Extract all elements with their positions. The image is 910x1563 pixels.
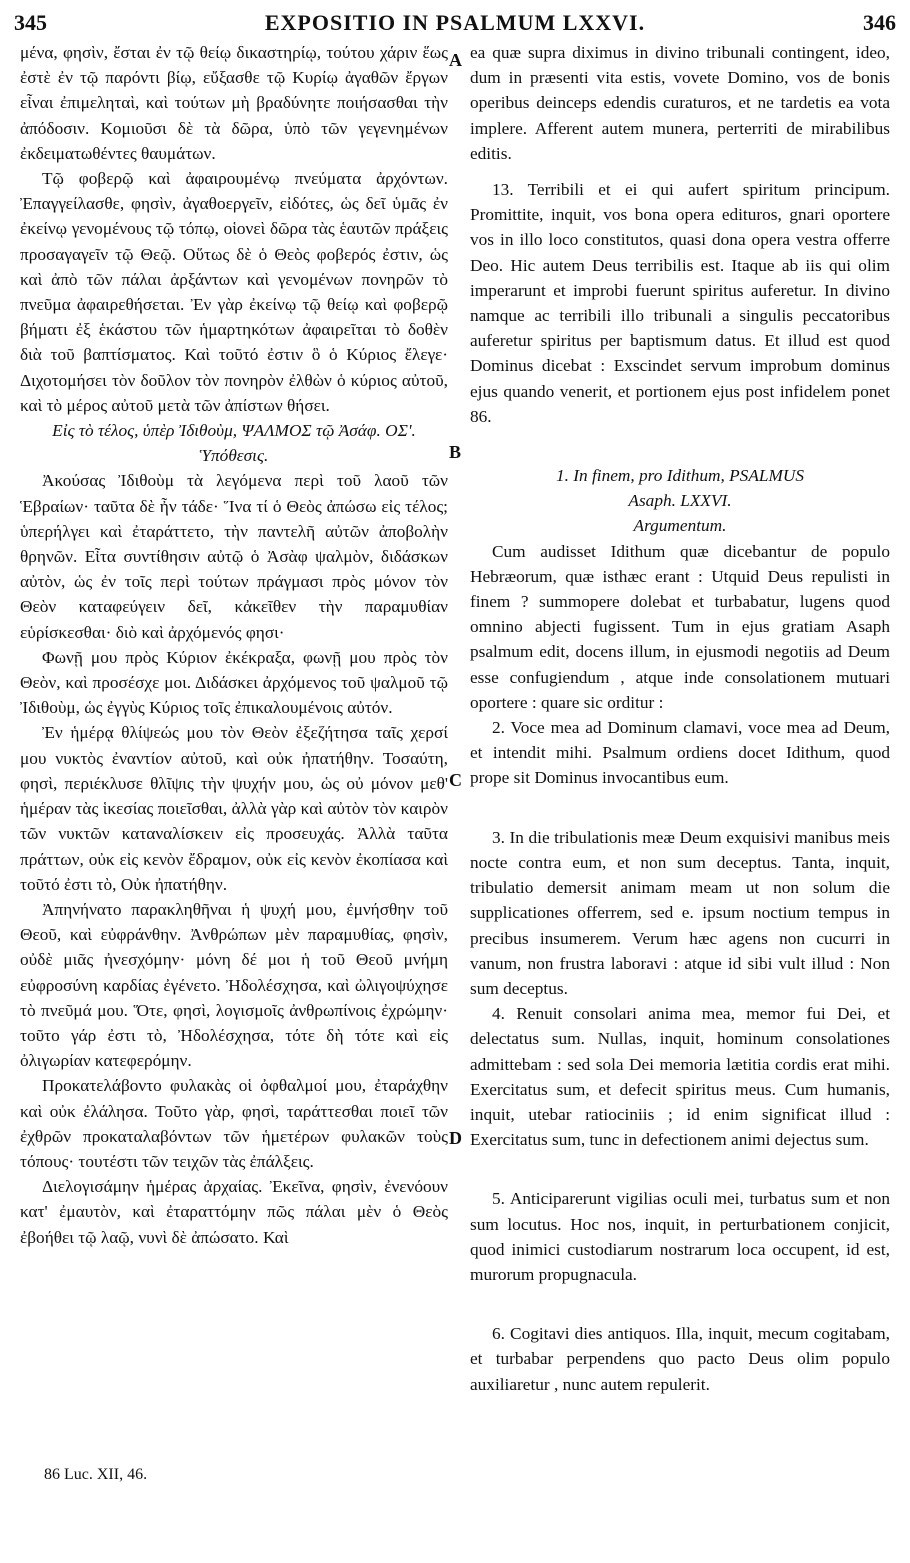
latin-paragraph: 3. In die tribulationis meæ Deum exquisivi manibus meis nocte contra eum, et non sum deceptus. Tanta, inquit, tribulatio demersit animam meam ut non solum die supplicationes offerrem, sed e. ipsum noctium tempus in precibus insumerem. Verum hæc agens non cucurri in vanum, non frustra laboravi : atque id sibi vult illud : Non sum deceptus. <box>470 827 890 998</box>
greek-paragraph: μένα, φησὶν, ἔσται ἐν τῷ θείῳ δικαστηρίῳ, τούτου χάριν ἕως ἐστὲ ἐν τῷ παρόντι βίῳ, εὔξασθε τῷ Κυρίῳ ἀγαθῶν ἔργων εἶναι ἐπιμεληταὶ, καὶ τούτων μὴ βραδύνητε ποιήσασθαι τὴν ἀπόδοσιν. Κομιοῦσι δὲ τὰ δῶρα, ὑπὸ τῶν γεγενημένων ἐκδειματωθέντες θαυμάτων. <box>20 43 448 163</box>
latin-psalm-title: 1. In finem, pro Idithum, PSALMUS <box>556 466 804 486</box>
greek-paragraph: Ἀκούσας Ἰδιθοὺμ τὰ λεγόμενα περὶ τοῦ λαοῦ τῶν Ἑβραίων· ταῦτα δὲ ἦν τάδε· Ἵνα τί ὁ Θεὸς ἀπώσω εἰς τέλος; ὑπερήλγει καὶ ἐταράττετο, τὴν παντελῆ αὐτῶν ἀποβολὴν θρηνῶν. Εἶτα συντίθησιν αὐτῷ ὁ Ἀσὰφ ψαλμὸν, διδάσκων αὐτὸν, ὡς ἐν τοῖς περὶ τούτων πράγμασι πρὸς μόνον τὸν Θεὸν καταφεύγειν δεῖ, κἀκεῖθεν τὴν παραμυθίαν εὑρίσκεσθαι· διὸ καὶ ἀρχόμενός φησι· <box>20 471 448 642</box>
greek-psalm-title: Εἰς τὸ τέλος, ὑπὲρ Ἰδιθοὺμ, ΨΑΛΜΟΣ τῷ Ἀσάφ. ΟΣʹ. <box>52 421 416 441</box>
latin-paragraph: Cum audisset Idithum quæ dicebantur de populo Hebræorum, quæ isthæc erant : Utquid Deus repulisti in finem ? summopere dolebat et turbabatur, lugens quod omnino abjecti fugissent. Tum in ejus gratiam Asaph psalmum edit, docens illum, in ejusmodi negotiis ad Deum esse confugiendum , atque inde consolationem mutuari oportere : quare sic orditur : <box>470 541 890 712</box>
latin-paragraph: 13. Terribili et ei qui aufert spiritum principum. Promittite, inquit, vos bona opera edituros, gnari oportere vos in illo loco constitutos, quasi dona opera vestra offerre Deo. Hic autem Deus terribilis est. Itaque ab iis qui olim imperarunt et improbi fuerunt spiritus auferetur. In divino namque ac terribili illo tribunali a singulis peccatoribus auferetur spiritus per baptismum datus. Et illud est quod Dominus dicebat : Exscindet servum improbum dominus ejus quando venerit, et portionem ejus post infidelem ponet 86. <box>470 180 890 426</box>
greek-column <box>20 40 448 1250</box>
latin-paragraph: 6. Cogitavi dies antiquos. Illa, inquit, mecum cogitabam, et turbabar perpendens quo pacto Deus olim populo auxiliaretur , nunc autem repulerit. <box>470 1324 890 1394</box>
latin-paragraph: 5. Anticiparerunt vigilias oculi mei, turbatus sum et non sum locutus. Hoc nos, inquit, in perturbationem conjicit, quod inimici custodiarum nostrarum loca occupent, id est, murorum propugnacula. <box>470 1189 890 1284</box>
margin-letter-c: C <box>449 770 462 790</box>
margin-letter-a: A <box>449 50 462 70</box>
greek-paragraph: Ἀπηνήνατο παρακληθῆναι ἡ ψυχή μου, ἐμνήσθην τοῦ Θεοῦ, καὶ εὐφράνθην. Ἀνθρώπων μὲν παραμυθίας, φησὶν, οὐδὲ μιᾶς ἠνεσχόμην· μόνη δέ μοι ἡ τοῦ Θεοῦ μνήμη εὐφροσύνη καρδίας ἐγένετο. Ἠδολέσχησα, καὶ ὠλιγοψύχησε τὸ πνεῦμά μου. Ὅτε, φησὶ, λογισμοῖς ἀνθρωπίνοις ἐχρώμην· τοῦτο γάρ ἐστι τὸ, Ἠδολέσχησα, τότε δὴ τότε καὶ εἰς ὀλιγωρίαν κατεφερόμην. <box>20 899 448 1071</box>
margin-letter-d: D <box>449 1128 462 1148</box>
greek-paragraph: Ἐν ἡμέρᾳ θλίψεώς μου τὸν Θεὸν ἐξεζήτησα ταῖς χερσί μου νυκτὸς ἐναντίον αὐτοῦ, καὶ οὐκ ἠπατήθην. Τοσαύτη, φησὶ, περιέκλυσε θλῖψις τὴν ψυχήν μου, ὡς οὐ μόνον μεθ' ἡμέραν τὰς ἱκεσίας ποιεῖσθαι, ἀλλὰ γὰρ καὶ αὐτὸν τὸν καιρὸν τῶν νυκτῶν καταναλίσκειν εἰς προσευχάς. Ἀλλὰ ταῦτα πράττων, οὐκ εἰς κενὸν ἔδραμον, οὐκ εἰς κενὸν ἐκοπίασα καὶ τοῦτό ἐστι τὸ, Οὐκ ἠπατήθην. <box>20 723 448 894</box>
latin-paragraph: ea quæ supra diximus in divino tribunali contingent, ideo, dum in præsenti vita estis, vovete Domino, vos de bonis operibus deinceps edendis curaturos, et ne tardetis ea vota implere. Afferent autem munera, perterriti de mirabilibus editis. <box>470 43 890 163</box>
latin-paragraph: 2. Voce mea ad Dominum clamavi, voce mea ad Deum, et intendit mihi. Psalmum ordiens docet Idithum, quod prope sit Dominus invocantibus eum. <box>470 718 890 788</box>
page-number-right: 346 <box>863 10 896 35</box>
greek-paragraph: Προκατελάβοντο φυλακὰς οἱ ὀφθαλμοί μου, ἐταράχθην καὶ οὐκ ἐλάλησα. Τοῦτο γὰρ, φησὶ, ταράττεσθαι ποιεῖ τῶν ἐχθρῶν προκαταλαβόντων τῶν ἡμετέρων φυλακῶν τοὺς τόπους· τουτέστι τῶν τειχῶν τὰς ἐπάλξεις. <box>20 1076 448 1171</box>
running-title: EXPOSITIO IN PSALMUM LXXVI. <box>264 10 646 35</box>
latin-argument-heading: Argumentum. <box>633 516 727 536</box>
greek-paragraph: Διελογισάμην ἡμέρας ἀρχαίας. Ἐκεῖνα, φησὶν, ἐνενόουν κατ' ἐμαυτὸν, καὶ ἐταραττόμην πῶς πάλαι μὲν ὁ Θεὸς ἐβοήθει τῷ λαῷ, νυνὶ δὲ ἀπώσατο. Καὶ <box>20 1177 448 1247</box>
margin-letter-b: B <box>449 442 462 462</box>
footnote: 86 Luc. XII, 46. <box>44 1466 148 1483</box>
greek-argument-heading: Ὑπόθεσις. <box>199 446 269 466</box>
greek-paragraph: Φωνῇ μου πρὸς Κύριον ἐκέκραξα, φωνῇ μου πρὸς τὸν Θεὸν, καὶ προσέσχε μοι. Διδάσκει ἀρχόμενος τοῦ ψαλμοῦ τῷ Ἰδιθοὺμ, ὡς ἐγγὺς Κύριος τοῖς ἐπικαλουμένοις αὐτόν. <box>20 647 448 718</box>
page-number-left: 345 <box>14 10 47 35</box>
running-header <box>14 6 896 38</box>
latin-paragraph: 4. Renuit consolari anima mea, memor fui Dei, et delectatus sum. Nullas, inquit, hominum consolationes admittebam : sed sola Dei memoria lætitia cordis erat mihi. Exercitatus sum, et defecit spiritus meus. Cum humanis, inquit, utebar ratiociniis ; id enim significat illud : Exercitatus sum, tunc in defectionem animi dejectus sum. <box>470 1004 890 1150</box>
latin-column <box>470 40 890 1397</box>
greek-paragraph: Τῷ φοβερῷ καὶ ἀφαιρουμένῳ πνεύματα ἀρχόντων. Ἐπαγγείλασθε, φησὶν, ἀγαθοεργεῖν, εἰδότες, ὡς δεῖ ὑμᾶς ἐν ἐκείνῳ γενομένους τῷ τόπῳ, οἱονεὶ δῶρα τὰς ἑαυτῶν πράξεις προσαγαγεῖν τῷ Θεῷ. Οὕτως δὲ ὁ Θεὸς φοβερός ἐστιν, ὡς καὶ ἀπὸ τῶν πάλαι ἀρξάντων καὶ γενομένων πονηρῶν τὸ πνεῦμα ἀφαιρεθήσεται. Ἐν γὰρ ἐκείνῳ τῷ θείῳ καὶ φοβερῷ βήματι ἐξ ἑκάστου τῶν ἡμαρτηκότων ἀφαιρεῖται τὸ δοθὲν διὰ τοῦ βαπτίσματος. Καὶ τοῦτό ἐστιν ὃ ὁ Κύριος ἔλεγε· Διχοτομήσει τὸν δοῦλον τὸν πονηρὸν ἐλθὼν ὁ κύριος αὐτοῦ, καὶ τὸ μέρος αὐτοῦ μετὰ τῶν ἀπίστων θήσει. <box>20 169 448 415</box>
latin-psalm-number: Asaph. LXXVI. <box>628 491 732 511</box>
